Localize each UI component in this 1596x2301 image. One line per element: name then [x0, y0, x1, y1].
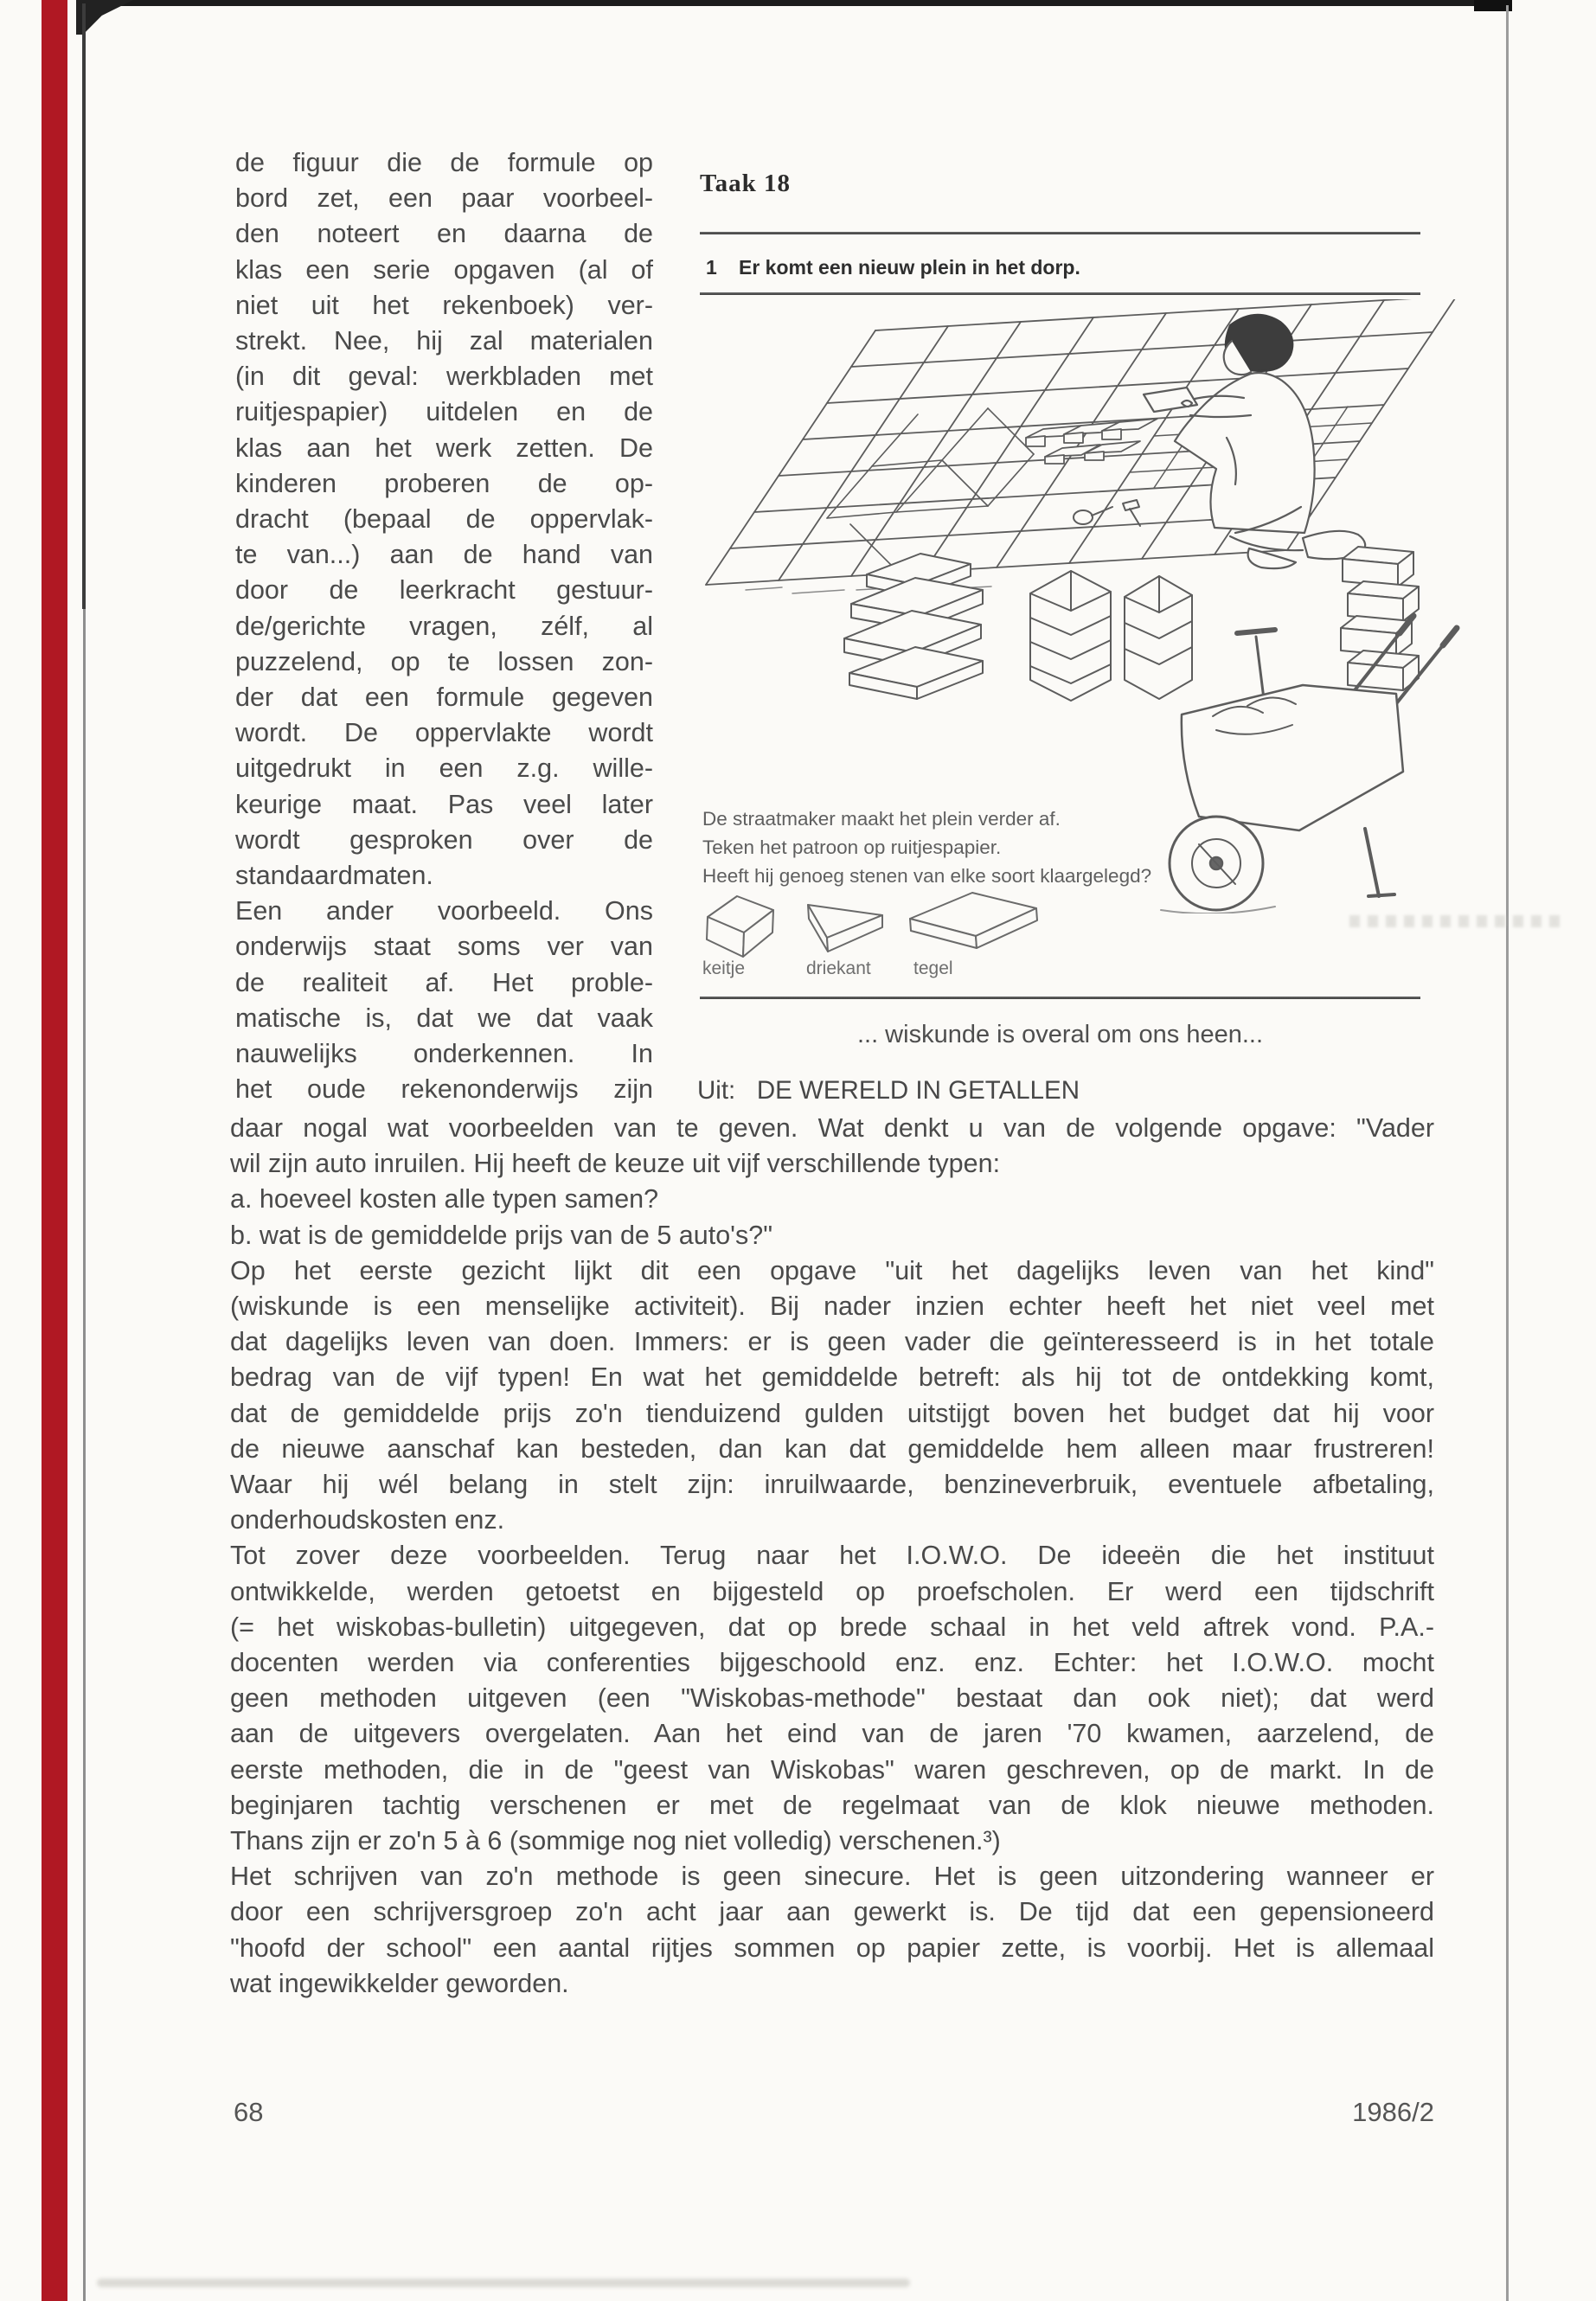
text-line: bord zet, een paar voorbeel-: [235, 183, 653, 214]
text-line: beginjaren tachtig verschenen er met de regelmaat van de klok nieuwe methoden.: [230, 1790, 1434, 1820]
figure-item: [706, 256, 1080, 279]
wheelbarrow-grip-right: [1443, 628, 1457, 645]
wheelbarrow-bucket: [1182, 685, 1403, 830]
figure-rule-bottom: [700, 997, 1420, 999]
brick-stack: [1341, 547, 1419, 690]
tile-stack-chevron-1: [1030, 571, 1111, 701]
text-line: wat ingewikkelder geworden.: [230, 1968, 569, 1998]
text-line: b. wat is de gemiddelde prijs van de 5 auto's?": [230, 1220, 773, 1250]
text-line: onderwijs staat soms ver van: [235, 932, 653, 962]
page-edge-right: [1506, 5, 1509, 2301]
text-line: standaardmaten.: [235, 861, 433, 891]
text-line: den noteert en daarna de: [235, 219, 653, 249]
text-line: geen methoden uitgeven (een "Wiskobas-methode" bestaat dan ook niet); dat werd: [230, 1683, 1434, 1714]
text-line: "hoofd der school" een aantal rijtjes sommen op papier zette, is voorbij. Het is allemaal: [230, 1932, 1434, 1963]
text-line: dat de gemiddelde prijs zo'n tienduizend gulden uitstijgt boven het budget dat hij voor: [230, 1398, 1434, 1428]
figure-rule-top: [700, 232, 1420, 234]
text-line: (in dit geval: werkbladen met: [235, 362, 653, 392]
left-text-column: [235, 145, 653, 1107]
text-line: matische is, dat we dat vaak: [235, 1003, 653, 1033]
stone-label-keitje: keitje: [702, 958, 746, 978]
text-line: eerste methoden, die in de "geest van Wiskobas" waren geschreven, op de markt. In de: [230, 1754, 1434, 1785]
text-line: te van...) aan de hand van: [235, 540, 653, 570]
text-line: ontwikkelde, werden getoetst en bijgesteld op proefscholen. Er werd een tijdschrift: [230, 1576, 1434, 1606]
text-line: Tot zover deze voorbeelden. Terug naar het I.O.W.O. De ideeën die het instituut: [230, 1541, 1434, 1571]
body-text-column: [230, 1111, 1434, 2002]
text-line: dat dagelijks leven van doen. Immers: er is geen vader die geïnteresseerd is in het totale: [230, 1327, 1434, 1357]
figure-quote: ... wiskunde is overal om ons heen...: [856, 1021, 1264, 1048]
text-line: de/gerichte vragen, zélf, al: [235, 611, 653, 641]
text-line: puzzelend, op te lossen zon-: [235, 646, 653, 676]
text-line: dracht (bepaal de oppervlak-: [235, 504, 653, 535]
text-line: kinderen proberen de op-: [235, 468, 653, 498]
text-line: onderhoudskosten enz.: [230, 1505, 505, 1535]
text-line: het oude rekenonderwijs zijn: [235, 1074, 653, 1105]
binding-red-bar: [42, 0, 67, 2301]
text-line: (= het wiskobas-bulletin) uitgegeven, dat op brede schaal in het veld aftrek vond. P.A.-: [230, 1612, 1434, 1642]
tegel-stone-icon: [910, 893, 1037, 948]
text-line: niet uit het rekenboek) ver-: [235, 290, 653, 320]
stone-label-driekant: driekant: [806, 958, 871, 978]
hammer-icon: [1074, 500, 1140, 526]
figure-title: Taak 18: [700, 170, 792, 197]
scan-top-edge: [80, 0, 1512, 6]
text-line: de realiteit af. Het proble-: [235, 967, 653, 997]
stone-label-tegel: tegel: [913, 958, 953, 978]
tile-stack-chevron-2: [1125, 576, 1192, 699]
text-line: a. hoeveel kosten alle typen samen?: [230, 1184, 659, 1215]
figure-rule-under-item: [700, 292, 1420, 295]
text-line: Waar hij wél belang in stelt zijn: inruilwaarde, benzineverbruik, eventuele afbetaling,: [230, 1470, 1434, 1500]
text-line: aan de uitgevers overgelaten. Aan het eind van de jaren '70 kwamen, aarzelend, de: [230, 1719, 1434, 1749]
boy-hand: [1182, 401, 1192, 407]
text-line: Op het eerste gezicht lijkt dit een opgave "uit het dagelijks leven van het kind": [230, 1255, 1434, 1285]
text-line: daar nogal wat voorbeelden van te geven. Wat denkt u van de volgende opgave: "Vader: [230, 1113, 1434, 1143]
figure-source: Uit: DE WERELD IN GETALLEN: [697, 1076, 1080, 1105]
text-line: Heeft hij genoeg stenen van elke soort klaargelegd?: [702, 865, 1152, 887]
text-line: wil zijn auto inruilen. Hij heeft de keuze uit vijf verschillende typen:: [230, 1149, 1001, 1179]
boy-figure: [1144, 315, 1365, 568]
text-line: wordt. De oppervlakte wordt: [235, 718, 653, 748]
text-line: nauwelijks onderkennen. In: [235, 1039, 653, 1069]
text-line: keurige maat. Pas veel later: [235, 789, 653, 819]
text-line: de nieuwe aanschaf kan besteden, dan kan dat gemiddelde hem alleen maar frustreren!: [230, 1433, 1434, 1464]
text-line: uitgedrukt in een z.g. wille-: [235, 753, 653, 784]
text-line: bedrag van de vijf typen! En wat het gemiddelde betreft: als hij tot de ontdekking komt,: [230, 1362, 1434, 1393]
scan-bottom-smudge: [97, 2279, 910, 2287]
text-line: De straatmaker maakt het plein verder af.: [702, 808, 1061, 830]
figure-item-text: Er komt een nieuw plein in het dorp.: [739, 256, 1080, 279]
text-line: Teken het patroon op ruitjespapier.: [702, 836, 1002, 858]
text-line: door een schrijversgroep zo'n acht jaar aan gewerkt is. De tijd dat een gepensioneerd: [230, 1897, 1434, 1927]
keitje-stone-icon: [707, 896, 773, 957]
wheelbarrow-leg: [1365, 829, 1394, 896]
driekant-stone-icon: [808, 905, 882, 952]
text-line: Een ander voorbeeld. Ons: [235, 896, 653, 926]
boy-held-tile: [1144, 388, 1197, 412]
page-edge-left-lower: [83, 609, 86, 2301]
text-line: door de leerkracht gestuur-: [235, 575, 653, 606]
text-line: docenten werden via conferenties bijgeschoold enz. enz. Echter: het I.O.W.O. mocht: [230, 1648, 1434, 1678]
text-line: ruitjespapier) uitdelen en de: [235, 397, 653, 427]
text-line: Het schrijven van zo'n methode is geen sinecure. Het is geen uitzondering wanneer er: [230, 1862, 1434, 1892]
text-line: der dat een formule gegeven: [235, 683, 653, 713]
text-line: (wiskunde is een menselijke activiteit). Bij nader inzien echter heeft het niet veel met: [230, 1292, 1434, 1322]
text-line: de figuur die de formule op: [235, 148, 653, 177]
issue-number: 1986/2: [1352, 2097, 1434, 2127]
text-line: klas een serie opgaven (al of: [235, 254, 653, 285]
stone-types-row: [697, 884, 1061, 971]
page-number: 68: [234, 2097, 264, 2127]
text-line: wordt gesproken over de: [235, 824, 653, 855]
figure-caption: [702, 804, 1151, 890]
text-line: klas aan het werk zetten. De: [235, 433, 653, 463]
figure-item-number: 1: [706, 256, 717, 279]
page-edge-left: [82, 3, 86, 609]
shovel-handle: [1237, 630, 1275, 633]
text-line: strekt. Nee, hij zal materialen: [235, 326, 653, 356]
scan-handwriting-smudge: [1349, 915, 1566, 927]
boy-torso: [1175, 373, 1315, 533]
text-line: Thans zijn er zo'n 5 à 6 (sommige nog niet volledig) verschenen.³): [230, 1826, 1001, 1856]
